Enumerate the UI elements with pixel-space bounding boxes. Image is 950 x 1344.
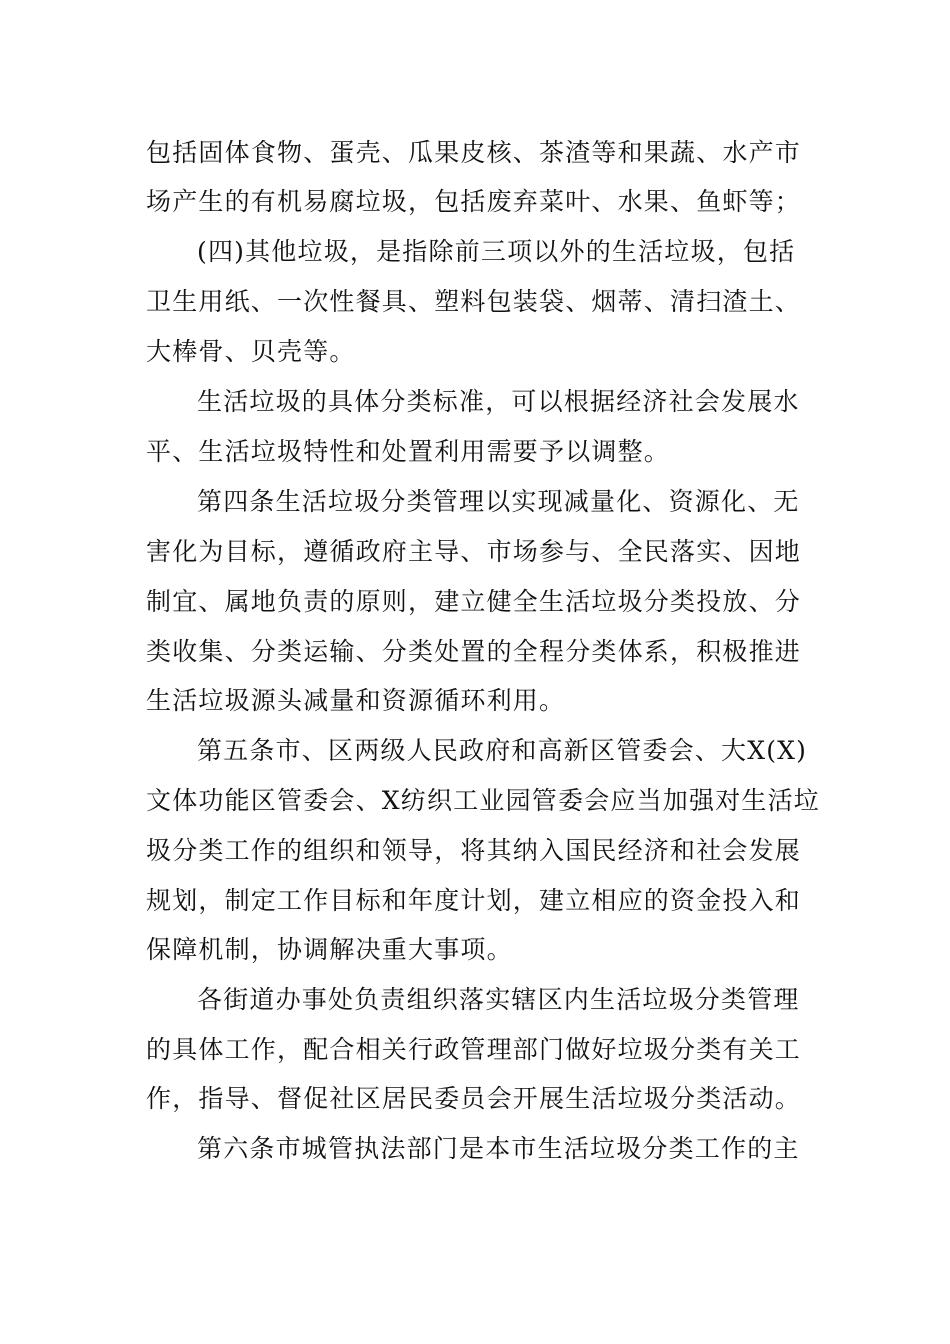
text-line: 包括固体食物、蛋壳、瓜果皮核、茶渣等和果蔬、水产市 bbox=[146, 138, 802, 167]
text-line: 第六条市城管执法部门是本市生活垃圾分类工作的主 bbox=[197, 1134, 800, 1163]
text-line: 类收集、分类运输、分类处置的全程分类体系，积极推进 bbox=[146, 637, 802, 666]
text-line: 规划，制定工作目标和年度计划，建立相应的资金投入和 bbox=[146, 886, 802, 915]
text-line: 圾分类工作的组织和领导，将其纳入国民经济和社会发展 bbox=[146, 836, 802, 865]
text-line: 生活垃圾源头减量和资源循环利用。 bbox=[146, 686, 566, 715]
text-line: 场产生的有机易腐垃圾，包括废弃菜叶、水果、鱼虾等； bbox=[146, 187, 802, 216]
text-line: 文体功能区管委会、X纺织工业园管委会应当加强对生活垃 bbox=[146, 786, 821, 815]
text-line: 害化为目标，遵循政府主导、市场参与、全民落实、因地 bbox=[146, 537, 802, 566]
text-line: 的具体工作，配合相关行政管理部门做好垃圾分类有关工 bbox=[146, 1035, 802, 1064]
text-line: 卫生用纸、一次性餐具、塑料包装袋、烟蒂、清扫渣土、 bbox=[146, 287, 802, 316]
text-line: 保障机制，协调解决重大事项。 bbox=[146, 935, 513, 964]
text-line: 制宜、属地负责的原则，建立健全生活垃圾分类投放、分 bbox=[146, 587, 802, 616]
text-line: 平、生活垃圾特性和处置利用需要予以调整。 bbox=[146, 437, 671, 466]
text-line: 作，指导、督促社区居民委员会开展生活垃圾分类活动。 bbox=[146, 1084, 802, 1113]
text-line: 第四条生活垃圾分类管理以实现减量化、资源化、无 bbox=[197, 487, 800, 516]
text-line: 大棒骨、贝壳等。 bbox=[146, 337, 356, 366]
text-line: 第五条市、区两级人民政府和高新区管委会、大X(X) bbox=[197, 736, 808, 765]
text-line: (四)其他垃圾，是指除前三项以外的生活垃圾，包括 bbox=[197, 237, 796, 266]
text-line: 生活垃圾的具体分类标准，可以根据经济社会发展水 bbox=[197, 387, 800, 416]
text-line: 各街道办事处负责组织落实辖区内生活垃圾分类管理 bbox=[197, 985, 800, 1014]
